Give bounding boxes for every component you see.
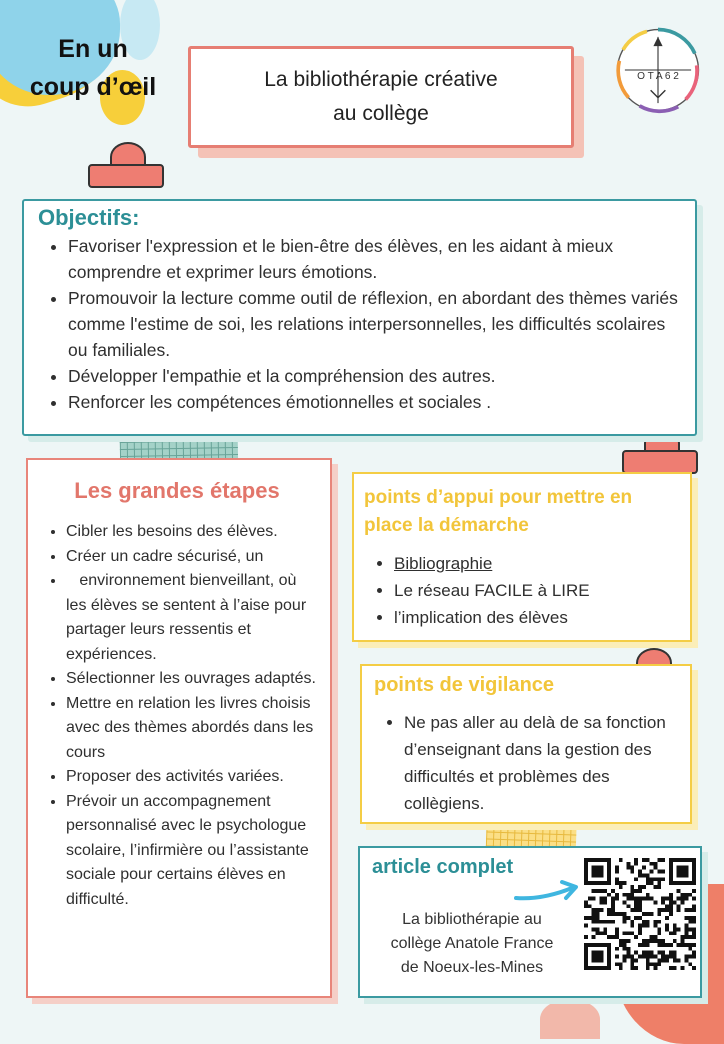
objectives-heading: Objectifs:	[38, 205, 140, 230]
badge-line: En un	[58, 35, 128, 63]
list-item: • Promouvoir la lecture comme outil de réflexion, en abordant des thèmes variés comme l'estime de soi, les relations interpersonnelles, les difficultés scolaires ou familiales.	[68, 285, 679, 363]
list-item: • Ne pas aller au delà de sa fonction d’enseignant dans la gestion des difficultés et problèmes des collègiens.	[404, 709, 678, 817]
article-line: collège Anatole France	[390, 935, 554, 952]
title-line: La bibliothérapie créative	[264, 68, 498, 91]
list-item	[394, 550, 678, 577]
list-item: • Renforcer les compétences émotionnelles et sociales .	[68, 389, 679, 415]
steps-card	[26, 458, 332, 998]
objectives-card	[22, 199, 697, 436]
support-points-card	[352, 472, 692, 642]
article-heading: article complet	[372, 856, 514, 878]
list-item: • Sélectionner les ouvrages adaptés.	[66, 667, 318, 692]
logo-text: O T A 6 2	[637, 71, 679, 83]
steps-heading: Les grandes étapes	[74, 478, 280, 503]
badge-line: coup d’œil	[29, 73, 157, 101]
list-item: • Développer l'empathie et la compréhension des autres.	[68, 363, 679, 389]
clip-decoration	[88, 142, 164, 188]
title-line: au collège	[333, 102, 429, 125]
objectives-list	[38, 233, 679, 415]
list-item: • Mettre en relation les livres choisis avec des thèmes abordés dans les cours	[66, 692, 318, 766]
article-line: de Noeux-les-Mines	[400, 959, 544, 976]
summary-badge	[18, 30, 168, 106]
arrow-right-icon	[512, 876, 584, 906]
list-item: • Prévoir un accompagnement personnalisé avec le psychologue scolaire, l’infirmière ou l’assistante sociale pour certains élèves en difficulté.	[66, 790, 318, 913]
list-item: • Créer un cadre sécurisé, un	[66, 545, 318, 570]
list-item: • l’implication des élèves	[394, 604, 678, 631]
list-item: • Cibler les besoins des élèves.	[66, 520, 318, 545]
article-description	[372, 908, 572, 980]
vigilance-list	[374, 709, 678, 817]
support-list	[364, 550, 678, 631]
decor-blob	[540, 999, 600, 1039]
list-item: • Favoriser l'expression et le bien-être des élèves, en les aidant à mieux comprendre et exprimer leurs émotions.	[68, 233, 679, 285]
steps-list	[36, 520, 318, 912]
list-item: • Proposer des activités variées.	[66, 765, 318, 790]
vigilance-heading: points de vigilance	[374, 674, 555, 696]
list-item: • Le réseau FACILE à LIRE	[394, 577, 678, 604]
support-heading: points d’appui pour mettre en place la démarche	[364, 487, 633, 536]
page-title	[188, 46, 574, 148]
list-item: • environnement bienveillant, où les élèves se sentent à l’aise pour partager leurs ressentis et expériences.	[66, 569, 318, 667]
vigilance-card	[360, 664, 692, 824]
qr-code[interactable]	[584, 858, 696, 970]
article-line: La bibliothérapie au	[402, 911, 542, 928]
ota62-logo	[612, 24, 704, 116]
bibliography-link[interactable]: Bibliographie	[394, 554, 493, 573]
